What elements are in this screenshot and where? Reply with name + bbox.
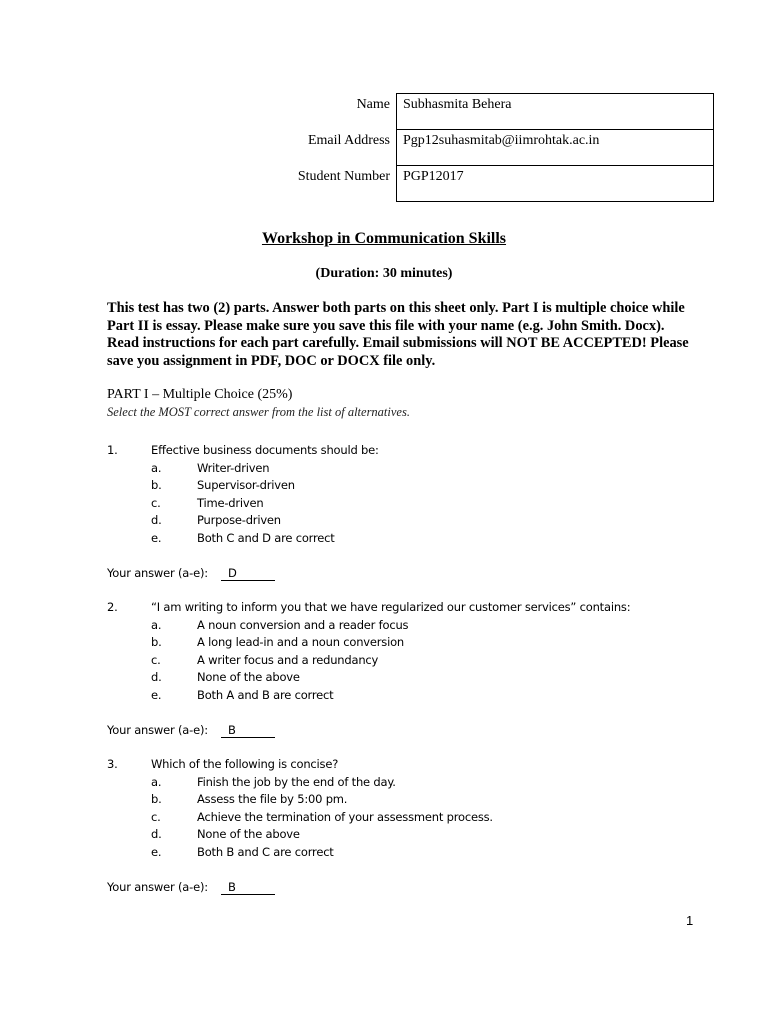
document-title: Workshop in Communication Skills	[261, 230, 507, 247]
question-1	[107, 442, 697, 548]
option-text: Both B and C are correct	[197, 844, 334, 859]
option-text: A noun conversion and a reader focus	[197, 617, 409, 632]
option-text: A writer focus and a redundancy	[197, 652, 379, 667]
option-d	[107, 512, 697, 530]
question-text: “I am writing to inform you that we have regularized our customer services” contains:	[151, 600, 631, 614]
option-text: None of the above	[197, 670, 300, 685]
instructions-paragraph: This test has two (2) parts. Answer both parts on this sheet only. Part I is multiple choice while Part II is essay. Please make sure you save this file with your name (e.g. John Smith. Docx). Read instructions for each part carefully. Email submissions will NOT BE ACCEPTED! Please save you assignment in PDF, DOC or DOCX file only.	[107, 300, 689, 369]
option-c	[107, 809, 697, 827]
option-text: Finish the job by the end of the day.	[197, 774, 396, 789]
option-text: Both A and B are correct	[197, 687, 334, 702]
answer-field-2[interactable]: B	[221, 722, 275, 738]
student-info-row-email	[272, 130, 714, 166]
question-3	[107, 756, 697, 862]
option-b	[107, 477, 697, 495]
student-info-row-name	[272, 94, 714, 130]
option-letter: e.	[151, 687, 162, 702]
part-one-instruction: Select the MOST correct answer from the list of alternatives.	[107, 405, 410, 419]
name-label: Name	[356, 96, 390, 112]
option-a	[107, 460, 697, 478]
option-a	[107, 617, 697, 635]
option-text: Assess the file by 5:00 pm.	[197, 792, 348, 807]
question-2	[107, 599, 697, 705]
question-3-stem	[107, 756, 697, 774]
option-letter: c.	[151, 809, 161, 824]
question-1-stem	[107, 442, 697, 460]
question-number: 2.	[107, 600, 118, 614]
email-value: Pgp12suhasmitab@iimrohtak.ac.in	[397, 130, 714, 166]
student-info-table	[272, 93, 714, 202]
option-letter: d.	[151, 827, 162, 842]
name-value: Subhasmita Behera	[397, 94, 714, 130]
duration-text: (Duration: 30 minutes)	[315, 266, 453, 281]
option-letter: c.	[151, 495, 161, 510]
option-text: Writer-driven	[197, 460, 270, 475]
question-2-stem	[107, 599, 697, 617]
question-text: Which of the following is concise?	[151, 757, 339, 771]
option-text: A long lead-in and a noun conversion	[197, 635, 405, 650]
option-b	[107, 634, 697, 652]
part-one-heading: PART I – Multiple Choice (25%)	[107, 387, 293, 402]
option-text: Purpose-driven	[197, 513, 281, 528]
option-e	[107, 687, 697, 705]
answer-label: Your answer (a-e):	[107, 723, 208, 737]
option-c	[107, 652, 697, 670]
option-letter: d.	[151, 670, 162, 685]
student-number-label: Student Number	[297, 168, 390, 184]
option-text: None of the above	[197, 827, 300, 842]
option-d	[107, 669, 697, 687]
option-letter: a.	[151, 774, 162, 789]
option-a	[107, 774, 697, 792]
option-letter: a.	[151, 460, 162, 475]
option-e	[107, 844, 697, 862]
option-c	[107, 495, 697, 513]
student-number-value: PGP12017	[397, 166, 714, 202]
option-text: Supervisor-driven	[197, 478, 295, 493]
option-letter: b.	[151, 792, 162, 807]
option-text: Achieve the termination of your assessment process.	[197, 809, 493, 824]
answer-field-3[interactable]: B	[221, 879, 275, 895]
answer-label: Your answer (a-e):	[107, 880, 208, 894]
option-letter: c.	[151, 652, 161, 667]
option-letter: e.	[151, 530, 162, 545]
option-text: Both C and D are correct	[197, 530, 335, 545]
question-number: 3.	[107, 757, 118, 771]
option-letter: d.	[151, 513, 162, 528]
question-number: 1.	[107, 443, 118, 457]
option-d	[107, 826, 697, 844]
option-letter: a.	[151, 617, 162, 632]
answer-field-1[interactable]: D	[221, 565, 275, 581]
student-info-row-student-number	[272, 166, 714, 202]
email-label: Email Address	[307, 132, 390, 148]
option-e	[107, 530, 697, 548]
option-b	[107, 791, 697, 809]
question-text: Effective business documents should be:	[151, 443, 379, 457]
page-number: 1	[686, 913, 694, 928]
option-letter: b.	[151, 478, 162, 493]
option-text: Time-driven	[197, 495, 264, 510]
option-letter: b.	[151, 635, 162, 650]
answer-label: Your answer (a-e):	[107, 566, 208, 580]
option-letter: e.	[151, 844, 162, 859]
